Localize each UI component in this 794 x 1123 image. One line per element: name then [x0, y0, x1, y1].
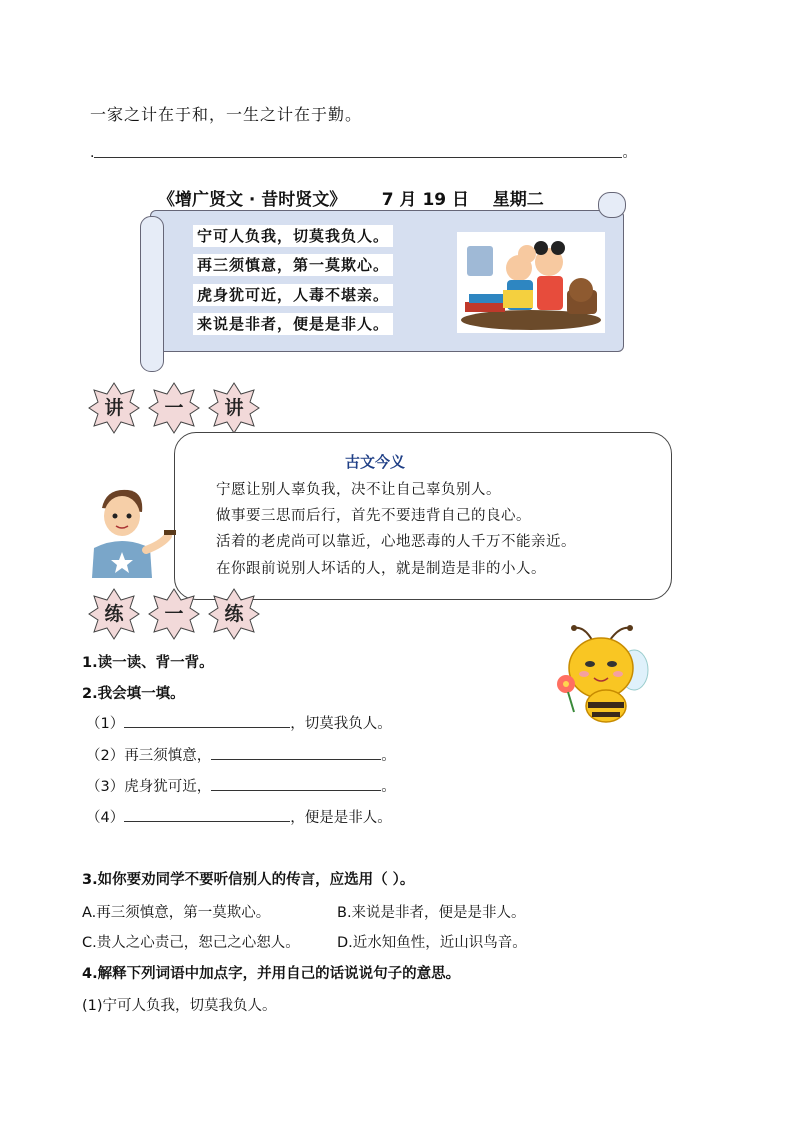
- answer-blank[interactable]: [94, 149, 622, 158]
- explanation-title: 古文今义: [345, 453, 406, 471]
- poem-line-2: 再三须慎意，第一莫欺心。: [193, 254, 393, 276]
- scroll-roll-left: [140, 216, 164, 372]
- question-4-item-1: (1)宁可人负我，切莫我负人。: [82, 998, 277, 1014]
- explanation-line-4: 在你跟前说别人坏话的人，就是制造是非的小人。: [216, 561, 546, 577]
- poem-line-3: 虎身犹可近，人毒不堪亲。: [193, 284, 393, 306]
- fill-blank-2[interactable]: [211, 745, 381, 760]
- option-d[interactable]: D.近水知鱼性，近山识鸟音。: [337, 935, 527, 951]
- fill-item-3: （3）虎身犹可近， 。: [86, 775, 396, 796]
- bee-illustration: [554, 622, 652, 726]
- question-3: 3.如你要劝同学不要听信别人的传言，应选用（ ）。: [82, 872, 415, 888]
- option-b[interactable]: B.来说是非者，便是是非人。: [337, 905, 526, 921]
- badge-lian-2: 练: [208, 588, 260, 640]
- poem-line-1: 宁可人负我，切莫我负人。: [193, 225, 393, 247]
- answer-line-end: 。: [622, 145, 637, 161]
- question-1: 1.读一读、背一背。: [82, 655, 214, 671]
- reading-children-illustration: [457, 232, 605, 333]
- teacher-boy-illustration: [84, 486, 180, 578]
- fill-blank-4[interactable]: [124, 807, 290, 822]
- scroll-roll-top: [598, 192, 626, 218]
- fill-blank-1[interactable]: [124, 713, 290, 728]
- explanation-line-1: 宁愿让别人辜负我，决不让自己辜负别人。: [216, 482, 501, 498]
- fill-blank-3[interactable]: [211, 776, 381, 791]
- explanation-line-2: 做事要三思而后行，首先不要违背自己的良心。: [216, 508, 531, 524]
- badge-lian-1: 练: [88, 588, 140, 640]
- top-quote: 一家之计在于和，一生之计在于勤。: [90, 105, 363, 124]
- explanation-line-3: 活着的老虎尚可以靠近，心地恶毒的人千万不能亲近。: [216, 534, 576, 550]
- fill-item-1: （1） ，切莫我负人。: [86, 712, 392, 733]
- answer-line-lead: .: [90, 145, 95, 161]
- question-4: 4.解释下列词语中加点字，并用自己的话说说句子的意思。: [82, 966, 461, 982]
- scroll-title: 《增广贤文 · 昔时贤文》 7 月 19 日 星期二: [158, 190, 544, 210]
- poem-line-4: 来说是非者，便是是非人。: [193, 313, 393, 335]
- badge-jiang-1: 讲: [88, 382, 140, 434]
- option-c[interactable]: C.贵人之心责己，恕己之心恕人。: [82, 935, 300, 951]
- badge-jiang-2: 讲: [208, 382, 260, 434]
- option-a[interactable]: A.再三须慎意，第一莫欺心。: [82, 905, 271, 921]
- fill-item-4: （4） ，便是是非人。: [86, 806, 392, 827]
- question-2: 2.我会填一填。: [82, 686, 185, 702]
- answer-line[interactable]: [90, 142, 636, 162]
- badge-yi-1: 一: [148, 382, 200, 434]
- fill-item-2: （2）再三须慎意， 。: [86, 744, 396, 765]
- badge-yi-2: 一: [148, 588, 200, 640]
